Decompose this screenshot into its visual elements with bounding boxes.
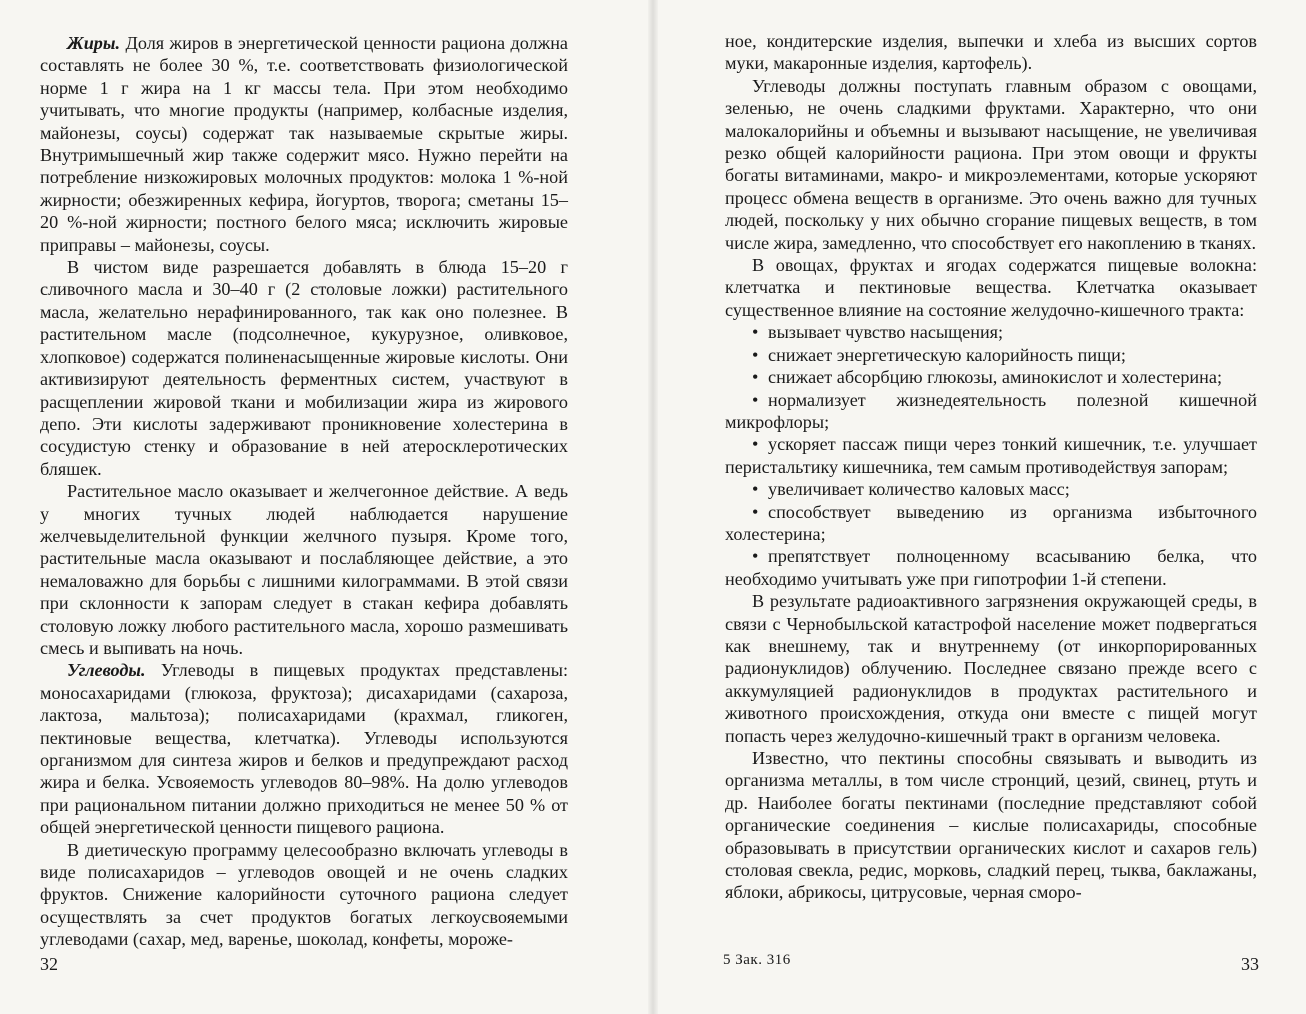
left-page-text — [40, 32, 568, 951]
list-item: • препятствует полноценному всасыванию белка, что необходимо учитывать уже при гипотрофии 1-й степени. — [725, 546, 1257, 589]
right-page — [653, 0, 1306, 1014]
paragraph: Известно, что пектины способны связывать и выводить из организма металлы, в том числе стронций, цезий, свинец, ртуть и др. Наиболее богаты пектинами (последние представляют собой органические соединения – кислые полисахариды, способные образовывать в присутствии органических кислот и сахаров гель) столовая свекла, редис, морковь, сладкий перец, тыква, баклажаны, яблоки, абрикосы, цитрусовые, черная сморо- — [725, 748, 1257, 903]
continued-paragraph: ное, кондитерские изделия, выпечки и хлеба из высших сортов муки, макаронные изделия, картофель). — [725, 31, 1257, 74]
paragraph: В результате радиоактивного загрязнения окружающей среды, в связи с Чернобыльской катастрофой население может подвергаться как внешнему, так и внутреннему (от инкорпорированных радионуклидов) облучению. Последнее связано прежде всего с аккумуляцией радионуклидов в продуктах растительного и животного происхождения, откуда они вместе с пищей могут попасть через желудочно-кишечный тракт в организм человека. — [725, 591, 1257, 746]
paragraph: В диетическую программу целесообразно включать углеводы в виде полисахаридов – углеводов овощей и не очень сладких фруктов. Снижение калорийности суточного рациона следует осуществлять за счет продуктов богатых легкоусвояемыми углеводами (сахар, мед, варенье, шоколад, конфеты, мороже- — [40, 839, 568, 950]
list-item: • вызывает чувство насыщения; — [752, 322, 1004, 343]
list-item: • снижает энергетическую калорийность пищи; — [752, 344, 1126, 365]
page-number: 32 — [40, 954, 58, 974]
page-number: 33 — [1241, 954, 1259, 974]
term-heading: Углеводы. — [67, 660, 146, 681]
paragraph: Растительное масло оказывает и желчегонное действие. А ведь у многих тучных людей наблюдается нарушение желчевыделительной функции желчного пузыря. Кроме того, растительные масла оказывают и послабляющее действие, а это немаловажно для борьбы с лишними килограммами. В этой связи при склонности к запорам следует в стакан кефира добавлять столовую ложку любого растительного масла, хорошо размешивать смесь и выпивать на ночь. — [40, 481, 568, 658]
list-item: • нормализует жизнедеятельность полезной кишечной микрофлоры; — [725, 389, 1257, 432]
list-item: • увеличивает количество каловых масс; — [752, 479, 1070, 500]
list-item: • ускоряет пассаж пищи через тонкий кишечник, т.е. улучшает перистальтику кишечника, тем самым противодействуя запорам; — [725, 434, 1257, 477]
paragraph: В чистом виде разрешается добавлять в блюда 15–20 г сливочного масла и 30–40 г (2 столовые ложки) растительного масла, желательно нерафинированного, так как оно полезнее. В растительном масле (подсолнечное, кукурузное, оливковое, хлопковое) содержатся полиненасыщенные жировые кислоты. Они активизируют деятельность ферментных систем, участвуют в расщеплении жировой ткани и мобилизации жира из жирового депо. Эти кислоты задерживают проникновение холестерина в сосудистую стенку и образование в ней атеросклеротических бляшек. — [40, 257, 568, 479]
printer-signature: 5 Зак. 316 — [723, 952, 791, 968]
paragraph-fats: Жиры. Доля жиров в энергетической ценности рациона должна составлять не более 30 %, т.е. соответствовать физиологической норме 1 г жира на 1 кг массы тела. При этом необходимо учитывать, что многие продукты (например, колбасные изделия, майонезы, соусы) содержат так называемые скрытые жиры. Внутримышечный жир также содержит мясо. Нужно перейти на потребление низкожировых молочных продуктов: молока 1 %-ной жирности; обезжиренных кефира, йогуртов, творога; сметаны 15–20 %-ной жирности; постного белого мяса; исключить жировые приправы – майонезы, соусы. — [40, 33, 568, 255]
list-item: • снижает абсорбцию глюкозы, аминокислот и холестерина; — [752, 367, 1223, 388]
term-heading: Жиры. — [67, 33, 121, 53]
paragraph: Углеводы должны поступать главным образом с овощами, зеленью, не очень сладкими фруктами. Характерно, что они малокалорийны и объемны и вызывают насыщение, не увеличивая резко общей калорийности рациона. При этом овощи и фрукты богаты витаминами, макро- и микроэлементами, которые ускоряют процесс обмена веществ в организме. Это очень важно для тучных людей, поскольку у них обычно сгорание пищевых веществ, в том числе жира, замедленно, что способствует его накоплению в тканях. — [725, 75, 1257, 253]
paragraph-carbohydrates: Углеводы. Углеводы в пищевых продуктах представлены: моносахаридами (глюкоза, фруктоза); дисахаридами (сахароза, лактоза, мальтоза); полисахаридами (крахмал, гликоген, пектиновые вещества, клетчатка). Углеводы используются организмом для синтеза жиров и белков и предупреждают расход жира и белка. Усвояемость углеводов 80–98%. На долю углеводов при рациональном питании должно приходиться не менее 50 % от общей энергетической ценности пищевого рациона. — [40, 660, 568, 838]
list-item: • способствует выведению из организма избыточного холестерина; — [725, 501, 1257, 544]
fiber-effects-list — [725, 321, 1257, 590]
right-page-text — [725, 30, 1257, 904]
paragraph: В овощах, фруктах и ягодах содержатся пищевые волокна: клетчатка и пектиновые вещества. Клетчатка оказывает существенное влияние на состояние желудочно-кишечного тракта: — [725, 255, 1257, 320]
